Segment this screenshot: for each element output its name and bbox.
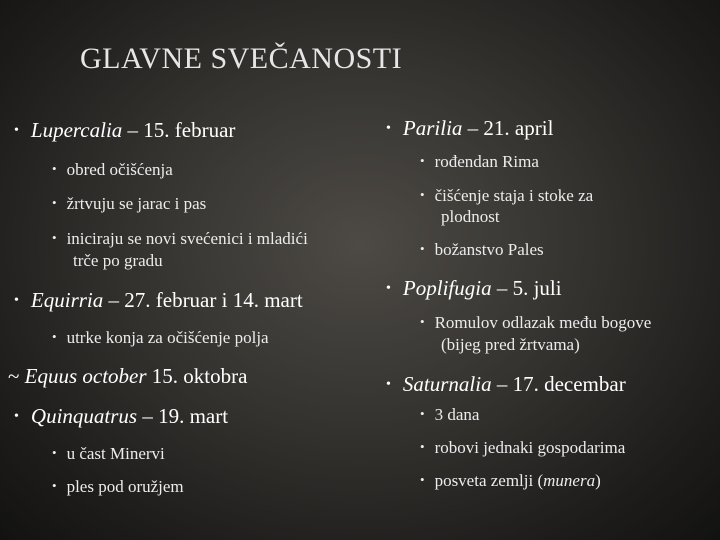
- festival-quinquatrus: • Quinquatrus – 19. mart: [14, 404, 229, 428]
- list-item: • utrke konja za očišćenje polja: [52, 328, 269, 347]
- festival-date: – 19. mart: [137, 404, 229, 428]
- list-item: • ples pod oružjem: [52, 477, 184, 496]
- festival-name: Poplifugia: [402, 276, 492, 300]
- festival-lupercalia: [14, 118, 235, 143]
- list-item: • robovi jednaki gospodarima: [420, 438, 626, 457]
- festival-parilia: • Parilia – 21. april: [386, 116, 554, 140]
- list-item: • božanstvo Pales: [420, 240, 544, 259]
- festival-equus-october: ~ Equus october 15. oktobra: [8, 364, 248, 388]
- list-item: • 3 dana: [420, 405, 480, 424]
- festival-name: Saturnalia: [402, 372, 492, 396]
- festival-name: Equus october: [24, 364, 147, 388]
- list-item: • obred očišćenja: [52, 160, 173, 179]
- list-item: • Romulov odlazak među bogove: [420, 313, 652, 332]
- list-item: • rođendan Rima: [420, 152, 539, 171]
- festival-name: Equirria: [30, 288, 104, 312]
- bullet: •: [14, 123, 19, 138]
- festival-date: – 21. april: [462, 116, 554, 140]
- festival-date: – 15. februar: [122, 118, 236, 142]
- festival-date: – 27. februar i 14. mart: [103, 288, 303, 312]
- festival-name: Parilia: [402, 116, 463, 140]
- festival-date: 15. oktobra: [146, 364, 248, 388]
- festival-date: – 17. decembar: [491, 372, 626, 396]
- list-item: • u čast Minervi: [52, 444, 165, 463]
- slide-title: GLAVNE SVEČANOSTI: [80, 42, 403, 75]
- festival-date: – 5. juli: [491, 276, 562, 300]
- list-item: • posveta zemlji (munera): [420, 471, 601, 490]
- list-item-continuation: (bijeg pred žrtvama): [441, 335, 580, 354]
- list-item: • žrtvuju se jarac i pas: [52, 194, 207, 213]
- list-item-continuation: plodnost: [441, 207, 500, 226]
- list-item-continuation: trče po gradu: [73, 251, 163, 270]
- list-item: • čišćenje staja i stoke za: [420, 186, 594, 205]
- festival-poplifugia: • Poplifugia – 5. juli: [386, 276, 562, 300]
- festival-equirria: • Equirria – 27. februar i 14. mart: [14, 288, 303, 312]
- festival-saturnalia: • Saturnalia – 17. decembar: [386, 372, 626, 396]
- list-item: • iniciraju se novi svećenici i mladići: [52, 229, 308, 248]
- festival-name: Quinquatrus: [30, 404, 138, 428]
- festival-name: Lupercalia: [30, 118, 123, 142]
